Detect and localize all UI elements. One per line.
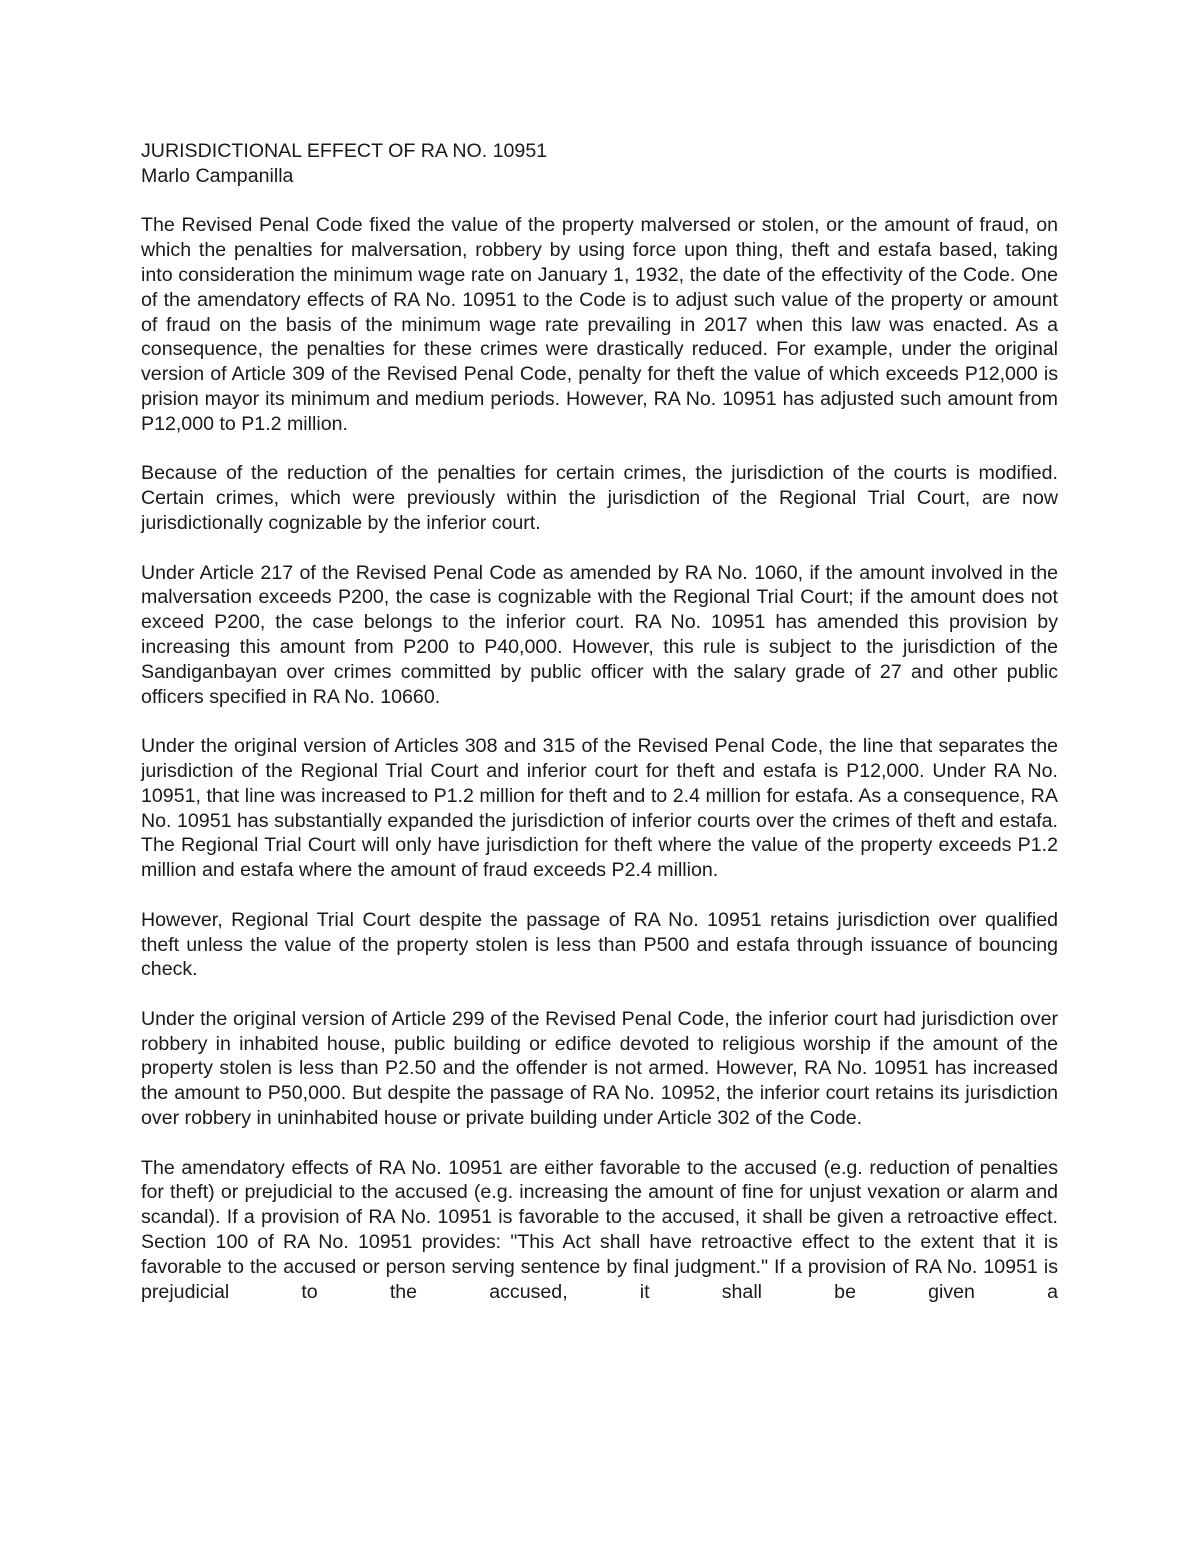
document-body <box>141 139 1058 1304</box>
paragraph-1: The Revised Penal Code fixed the value of the property malversed or stolen, or the amount of fraud, on which the penalties for malversation, robbery by using force upon thing, theft and estafa based, taking into consideration the minimum wage rate on January 1, 1932, the date of the effectivity of the Code. One of the amendatory effects of RA No. 10951 to the Code is to adjust such value of the property or amount of fraud on the basis of the minimum wage rate prevailing in 2017 when this law was enacted. As a consequence, the penalties for these crimes were drastically reduced. For example, under the original version of Article 309 of the Revised Penal Code, penalty for theft the value of which exceeds P12,000 is prision mayor its minimum and medium periods. However, RA No. 10951 has adjusted such amount from P12,000 to P1.2 million. <box>141 214 1058 435</box>
paragraph-6: Under the original version of Article 299 of the Revised Penal Code, the inferior court had jurisdiction over robbery in inhabited house, public building or edifice devoted to religious worship if the amount of the property stolen is less than P2.50 and the offender is not armed. However, RA No. 10951 has increased the amount to P50,000. But despite the passage of RA No. 10952, the inferior court retains its jurisdiction over robbery in uninhabited house or private building under Article 302 of the Code. <box>141 1007 1058 1130</box>
paragraph-4: Under the original version of Articles 308 and 315 of the Revised Penal Code, the line that separates the jurisdiction of the Regional Trial Court and inferior court for theft and estafa is P12,000. Under RA No. 10951, that line was increased to P1.2 million for theft and to 2.4 million for estafa. As a consequence, RA No. 10951 has substantially expanded the jurisdiction of inferior courts over the crimes of theft and estafa. The Regional Trial Court will only have jurisdiction for theft where the value of the property exceeds P1.2 million and estafa where the amount of fraud exceeds P2.4 million. <box>141 735 1058 882</box>
paragraph-7: The amendatory effects of RA No. 10951 are either favorable to the accused (e.g. reduction of penalties for theft) or prejudicial to the accused (e.g. increasing the amount of fine for unjust vexation or alarm and scandal). If a provision of RA No. 10951 is favorable to the accused, it shall be given a retroactive effect. Section 100 of RA No. 10951 provides: "This Act shall have retroactive effect to the extent that it is favorable to the accused or person serving sentence by final judgment." If a provision of RA No. 10951 is prejudicial to the accused, it shall be given a <box>141 1156 1058 1303</box>
document-author: Marlo Campanilla <box>141 164 294 187</box>
paragraph-5: However, Regional Trial Court despite the passage of RA No. 10951 retains jurisdiction over qualified theft unless the value of the property stolen is less than P500 and estafa through issuance of bouncing check. <box>141 908 1058 981</box>
paragraph-2: Because of the reduction of the penalties for certain crimes, the jurisdiction of the courts is modified. Certain crimes, which were previously within the jurisdiction of the Regional Trial Court, are now jurisdictionally cognizable by the inferior court. <box>141 462 1058 534</box>
document-title: JURISDICTIONAL EFFECT OF RA NO. 10951 <box>141 140 548 162</box>
paragraph-3: Under Article 217 of the Revised Penal Code as amended by RA No. 1060, if the amount involved in the malversation exceeds P200, the case is cognizable with the Regional Trial Court; if the amount does not exceed P200, the case belongs to the inferior court. RA No. 10951 has amended this provision by increasing this amount from P200 to P40,000. However, this rule is subject to the jurisdiction of the Sandiganbayan over crimes committed by public officer with the salary grade of 27 and other public officers specified in RA No. 10660. <box>141 561 1058 708</box>
